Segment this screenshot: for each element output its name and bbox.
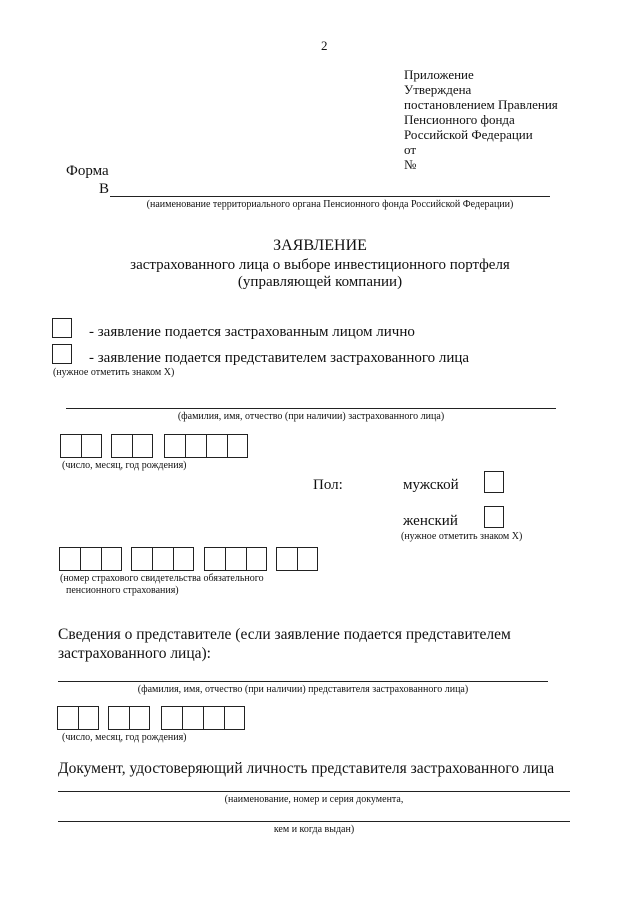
org-caption: (наименование территориального органа Пенсионного фонда Российской Федерации) bbox=[146, 199, 514, 210]
insured-dob-day[interactable] bbox=[60, 434, 102, 458]
insured-fio-caption: (фамилия, имя, отчество (при наличии) застрахованного лица) bbox=[177, 411, 445, 422]
insured-dob-year[interactable] bbox=[164, 434, 248, 458]
digit-cell[interactable] bbox=[173, 547, 194, 571]
snils-group-2[interactable] bbox=[131, 547, 194, 571]
page-number: 2 bbox=[321, 38, 328, 53]
checkbox-personally[interactable] bbox=[52, 318, 72, 338]
appendix-line: Российской Федерации bbox=[404, 127, 533, 142]
snils-caption bbox=[60, 573, 264, 597]
digit-cell[interactable] bbox=[297, 547, 318, 571]
checkbox-male[interactable] bbox=[484, 471, 504, 493]
digit-cell[interactable] bbox=[132, 434, 153, 458]
digit-cell[interactable] bbox=[81, 434, 102, 458]
digit-cell[interactable] bbox=[182, 706, 203, 730]
option-representative-label: - заявление подается представителем застрахованного лица bbox=[89, 350, 470, 366]
document-caption: (наименование, номер и серия документа, bbox=[224, 794, 404, 805]
digit-cell[interactable] bbox=[224, 706, 245, 730]
snils-caption-line: (номер страхового свидетельства обязательного bbox=[60, 573, 264, 584]
document-title: ЗАЯВЛЕНИЕ bbox=[273, 237, 367, 254]
digit-cell[interactable] bbox=[78, 706, 99, 730]
digit-cell[interactable] bbox=[59, 547, 80, 571]
insured-fio-line[interactable] bbox=[66, 408, 556, 409]
document-issued-line[interactable] bbox=[58, 821, 570, 822]
digit-cell[interactable] bbox=[164, 434, 185, 458]
checkbox-female[interactable] bbox=[484, 506, 504, 528]
appendix-line: от bbox=[404, 142, 417, 157]
form-label: Форма bbox=[66, 163, 109, 179]
appendix-line: Утверждена bbox=[404, 82, 472, 97]
checkbox-representative[interactable] bbox=[52, 344, 72, 364]
representative-heading-2: застрахованного лица): bbox=[58, 645, 211, 662]
document-heading: Документ, удостоверяющий личность представителя застрахованного лица bbox=[58, 760, 555, 777]
digit-cell[interactable] bbox=[101, 547, 122, 571]
digit-cell[interactable] bbox=[246, 547, 267, 571]
digit-cell[interactable] bbox=[111, 434, 132, 458]
digit-cell[interactable] bbox=[225, 547, 246, 571]
digit-cell[interactable] bbox=[185, 434, 206, 458]
document-subtitle: застрахованного лица о выборе инвестиционного портфеля bbox=[130, 257, 510, 273]
representative-dob-month[interactable] bbox=[108, 706, 150, 730]
representative-heading: Сведения о представителе (если заявление подается представителем bbox=[58, 626, 511, 643]
digit-cell[interactable] bbox=[60, 434, 81, 458]
representative-dob-year[interactable] bbox=[161, 706, 245, 730]
document-subtitle-2: (управляющей компании) bbox=[237, 274, 403, 290]
digit-cell[interactable] bbox=[276, 547, 297, 571]
snils-group-1[interactable] bbox=[59, 547, 122, 571]
snils-caption-line: пенсионного страхования) bbox=[66, 585, 179, 596]
appendix-line: Приложение bbox=[404, 67, 474, 82]
representative-fio-caption: (фамилия, имя, отчество (при наличии) представителя застрахованного лица) bbox=[137, 684, 469, 695]
digit-cell[interactable] bbox=[108, 706, 129, 730]
insured-dob-month[interactable] bbox=[111, 434, 153, 458]
snils-group-4[interactable] bbox=[276, 547, 318, 571]
appendix-line: № bbox=[404, 157, 417, 172]
digit-cell[interactable] bbox=[57, 706, 78, 730]
digit-cell[interactable] bbox=[152, 547, 173, 571]
sex-label: Пол: bbox=[313, 477, 343, 493]
document-name-line[interactable] bbox=[58, 791, 570, 792]
sex-mark-note: (нужное отметить знаком X) bbox=[401, 531, 523, 542]
digit-cell[interactable] bbox=[203, 706, 224, 730]
digit-cell[interactable] bbox=[227, 434, 248, 458]
digit-cell[interactable] bbox=[80, 547, 101, 571]
digit-cell[interactable] bbox=[206, 434, 227, 458]
mark-note: (нужное отметить знаком X) bbox=[53, 367, 175, 378]
representative-fio-line[interactable] bbox=[58, 681, 548, 682]
appendix-line: Пенсионного фонда bbox=[404, 112, 515, 127]
to-prefix: В bbox=[99, 181, 110, 197]
digit-cell[interactable] bbox=[131, 547, 152, 571]
digit-cell[interactable] bbox=[161, 706, 182, 730]
snils-group-3[interactable] bbox=[204, 547, 267, 571]
digit-cell[interactable] bbox=[129, 706, 150, 730]
appendix-block bbox=[404, 67, 558, 172]
document-issued-caption: кем и когда выдан) bbox=[273, 824, 355, 835]
digit-cell[interactable] bbox=[204, 547, 225, 571]
representative-dob-day[interactable] bbox=[57, 706, 99, 730]
representative-dob-caption: (число, месяц, год рождения) bbox=[62, 732, 187, 743]
sex-male-label: мужской bbox=[403, 477, 459, 493]
insured-dob-caption: (число, месяц, год рождения) bbox=[62, 460, 187, 471]
option-personally-label: - заявление подается застрахованным лицом лично bbox=[89, 324, 415, 340]
sex-female-label: женский bbox=[403, 513, 458, 529]
org-name-line[interactable] bbox=[110, 196, 550, 197]
appendix-line: постановлением Правления bbox=[404, 97, 558, 112]
